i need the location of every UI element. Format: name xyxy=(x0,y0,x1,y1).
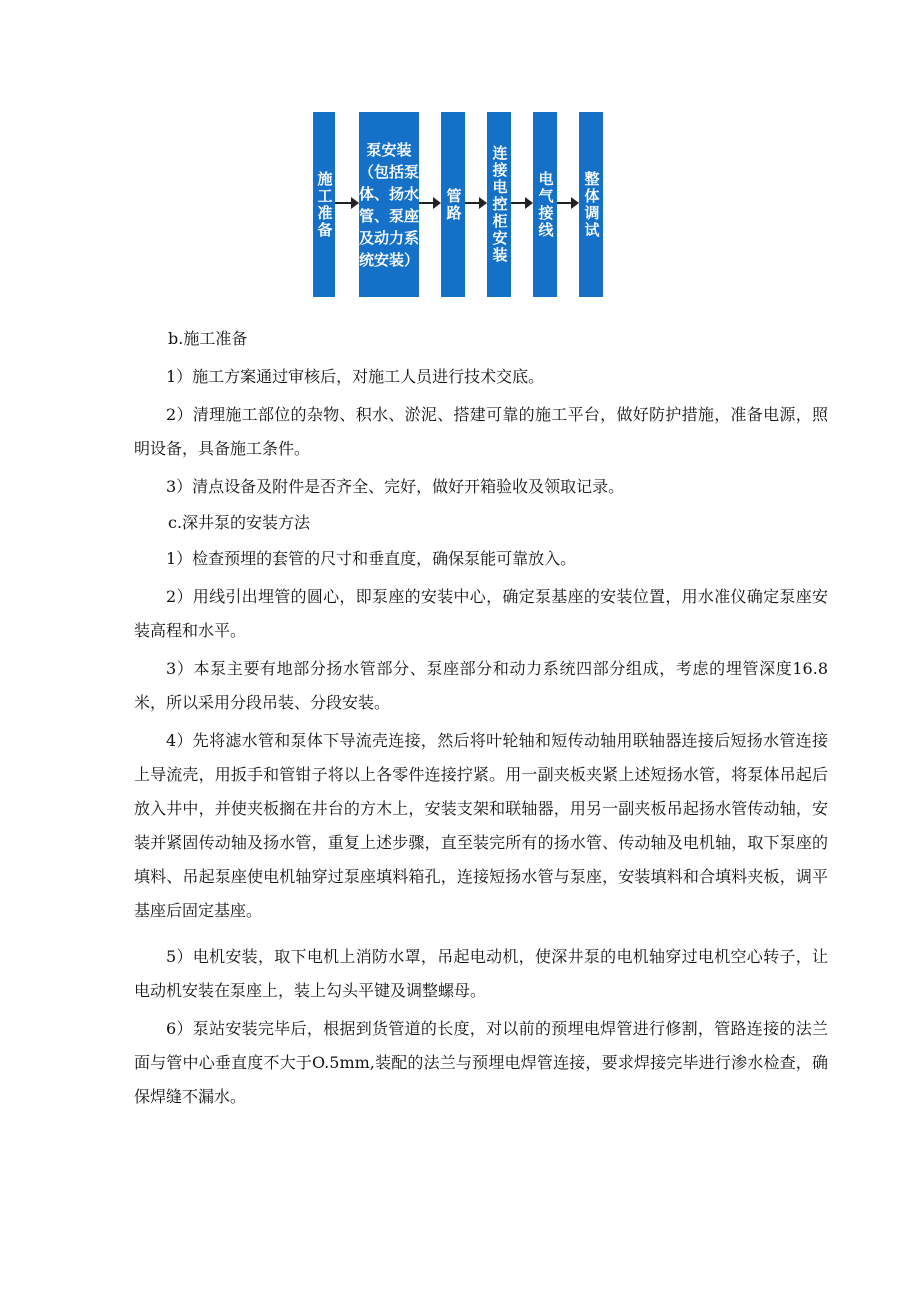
installation-flowchart xyxy=(0,0,920,320)
flow-step-control-cabinet: 连接电控柜安装 xyxy=(487,112,511,297)
paragraph: 2）用线引出埋管的圆心，即泵座的安装中心，确定泵基座的安装位置，用水准仪确定泵座安装高程和水平。 xyxy=(134,587,828,640)
paragraph: 3）本泵主要有地部分扬水管部分、泵座部分和动力系统四部分组成，考虑的埋管深度16.8米，所以采用分段吊装、分段安装。 xyxy=(134,659,828,712)
flow-arrow xyxy=(511,196,533,210)
paragraph: 2）清理施工部位的杂物、积水、淤泥、搭建可靠的施工平台，做好防护措施，准备电源，照明设备，具备施工条件。 xyxy=(134,405,828,458)
flow-arrow xyxy=(557,196,579,210)
paragraph: 5）电机安装，取下电机上消防水罩，吊起电动机，使深井泵的电机轴穿过电机空心转子，让电动机安装在泵座上，装上勾头平键及调整螺母。 xyxy=(134,947,828,1000)
paragraph: 1）施工方案通过审核后，对施工人员进行技术交底。 xyxy=(166,367,545,386)
flow-step-wiring: 电气接线 xyxy=(533,112,557,297)
flow-step-preparation: 施工准备 xyxy=(313,112,335,297)
flow-step-pipeline: 管路 xyxy=(441,112,465,297)
section-b-heading: b.施工准备 xyxy=(168,329,248,348)
paragraph: 4）先将滤水管和泵体下导流壳连接，然后将叶轮轴和短传动轴用联轴器连接后短扬水管连接上导流壳，用扳手和管钳子将以上各零件连接拧紧。用一副夹板夹紧上述短扬水管，将泵体吊起后放入井中，并使夹板搁在井台的方木上，安装支架和联轴器，用另一副夹板吊起扬水管传动轴，安装并紧固传动轴及扬水管，重复上述步骤，直至装完所有的扬水管、传动轴及电机轴，取下泵座的填料、吊起泵座使电机轴穿过泵座填料箱孔，连接短扬水管与泵座，安装填料和合填料夹板，调平基座后固定基座。 xyxy=(134,731,828,920)
flow-arrow xyxy=(419,196,441,210)
paragraph: 1）检查预埋的套管的尺寸和垂直度，确保泵能可靠放入。 xyxy=(166,549,577,568)
flow-step-commissioning: 整体调试 xyxy=(579,112,603,297)
paragraph: 6）泵站安装完毕后，根据到货管道的长度，对以前的预埋电焊管进行修割，管路连接的法兰面与管中心垂直度不大于O.5mm,装配的法兰与预埋电焊管连接，要求焊接完毕进行渗水检查，确保焊缝不漏水。 xyxy=(134,1019,828,1106)
paragraph: 3）清点设备及附件是否齐全、完好，做好开箱验收及领取记录。 xyxy=(166,477,625,496)
flow-step-pump-install: 泵安装（包括泵体、扬水管、泵座及动力系统安装） xyxy=(359,112,419,297)
flow-arrow xyxy=(465,196,487,210)
section-c-heading: c.深井泵的安装方法 xyxy=(168,513,311,532)
flow-arrow xyxy=(335,196,359,210)
